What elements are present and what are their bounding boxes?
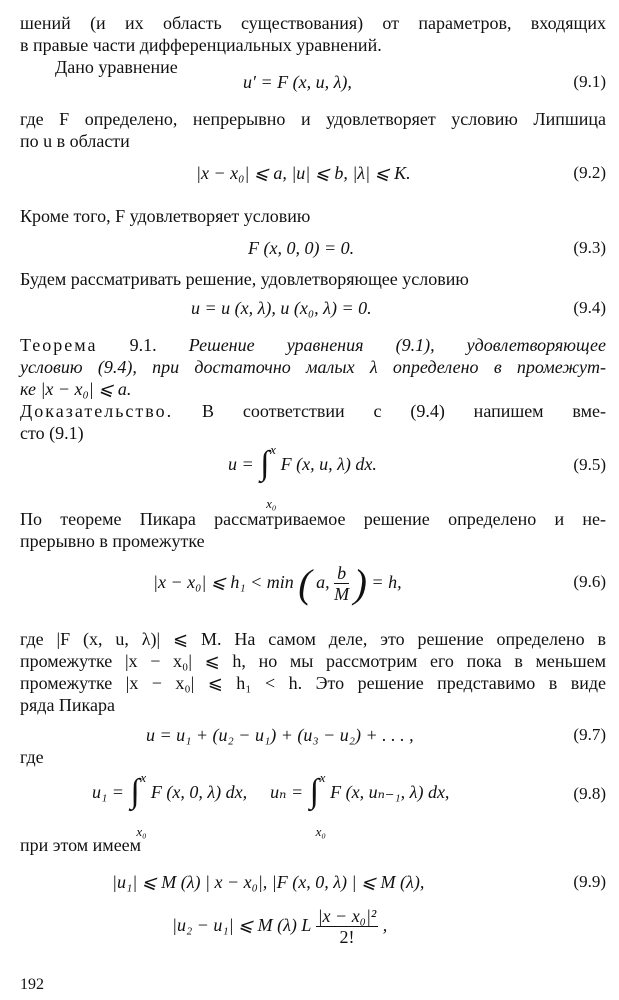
equation-number: (9.2) xyxy=(573,163,606,182)
text-line: шений (и их область существования) от параметров, входящих xyxy=(20,13,606,33)
text-line: где xyxy=(20,747,44,767)
equation-number: (9.3) xyxy=(573,238,606,257)
equation-9-3: F (x, 0, 0) = 0. xyxy=(248,238,355,258)
theorem-line xyxy=(20,334,606,356)
equation-9-9-b: |u₂ − u₁| ⩽ M (λ) L $\frac{\text{|x − x₀|²}}{2!}$ , xyxy=(172,906,388,948)
text-line: По теореме Пикара рассматриваемое решение определено и не- xyxy=(20,509,606,529)
theorem-line: условию (9.4), при достаточно малых λ определено в промежут- xyxy=(20,357,606,377)
equation-number: (9.5) xyxy=(573,455,606,474)
page-number: 192 xyxy=(20,976,44,993)
proof-label: Доказательство. xyxy=(20,401,174,421)
equation-number: (9.7) xyxy=(573,725,606,744)
proof-line xyxy=(20,400,606,422)
equation-number: (9.4) xyxy=(573,298,606,317)
proof-text: В соответствии с (9.4) напишем вме- xyxy=(202,401,607,421)
text-line: в правые части дифференциальных уравнений. xyxy=(20,35,382,55)
integral-sign: ∫ x x₀ xyxy=(309,769,326,839)
text-line: прерывно в промежутке xyxy=(20,531,205,551)
equation-9-1: u′ = F (x, u, λ), xyxy=(243,72,352,92)
equation-9-5: u = ∫ x x₀ F (x, u, λ) dx. xyxy=(228,441,377,511)
text-line: Кроме того, F удовлетворяет условию xyxy=(20,206,311,226)
proof-line: сто (9.1) xyxy=(20,423,84,443)
fraction: $\frac{\text{|x − x₀|²}}{2!}$ xyxy=(317,906,377,948)
equation-9-4: u = u (x, λ), u (x₀, λ) = 0. xyxy=(191,298,372,318)
equation-number: (9.8) xyxy=(573,784,606,803)
theorem-line: ке |x − x₀| ⩽ a. xyxy=(20,379,132,399)
text-line: ряда Пикара xyxy=(20,695,116,715)
text-line: где |F (x, u, λ)| ⩽ M. На самом деле, это решение определено в xyxy=(20,629,606,649)
text-line: Будем рассматривать решение, удовлетворяющее условию xyxy=(20,269,469,289)
equation-number: (9.6) xyxy=(573,572,606,591)
text-line: Дано уравнение xyxy=(55,57,178,77)
integral-sign: ∫ x x₀ xyxy=(260,441,277,511)
text-line: по u в области xyxy=(20,131,130,151)
equation-9-9-a: |u₁| ⩽ M (λ) | x − x₀|, |F (x, 0, λ) | ⩽ M (λ), xyxy=(112,872,425,892)
equation-9-7: u = u₁ + (u₂ − u₁) + (u₃ − u₂) + . . . , xyxy=(146,725,414,745)
equation-9-8: u₁ = ∫ x x₀ F (x, 0, λ) dx, uₙ = ∫ x x₀ F (x, uₙ₋₁, λ) dx, xyxy=(92,769,450,839)
theorem-text: Решение уравнения (9.1), удовлетворяющее xyxy=(188,335,606,355)
equation-number: (9.1) xyxy=(573,72,606,91)
theorem-number: 9.1. xyxy=(129,335,157,355)
text-line: где F определено, непрерывно и удовлетворяет условию Липшица xyxy=(20,109,606,129)
equation-9-2: |x − x₀| ⩽ a, |u| ⩽ b, |λ| ⩽ K. xyxy=(196,163,411,183)
equation-number: (9.9) xyxy=(573,872,606,891)
text-line: при этом имеем xyxy=(20,835,142,855)
fraction: $\frac{b}{M}$ xyxy=(334,563,350,605)
text-line: промежутке |x − x₀| ⩽ h, но мы рассмотрим его пока в меньшем xyxy=(20,651,606,671)
text-line: промежутке |x − x₀| ⩽ h₁ < h. Это решение представимо в виде xyxy=(20,673,606,693)
integral-sign: ∫ x x₀ xyxy=(130,769,147,839)
equation-9-6: |x − x₀| ⩽ h₁ < min ( a, $\frac{b}{M}$ ) = h, xyxy=(153,560,402,606)
theorem-label: Теорема xyxy=(20,335,98,355)
